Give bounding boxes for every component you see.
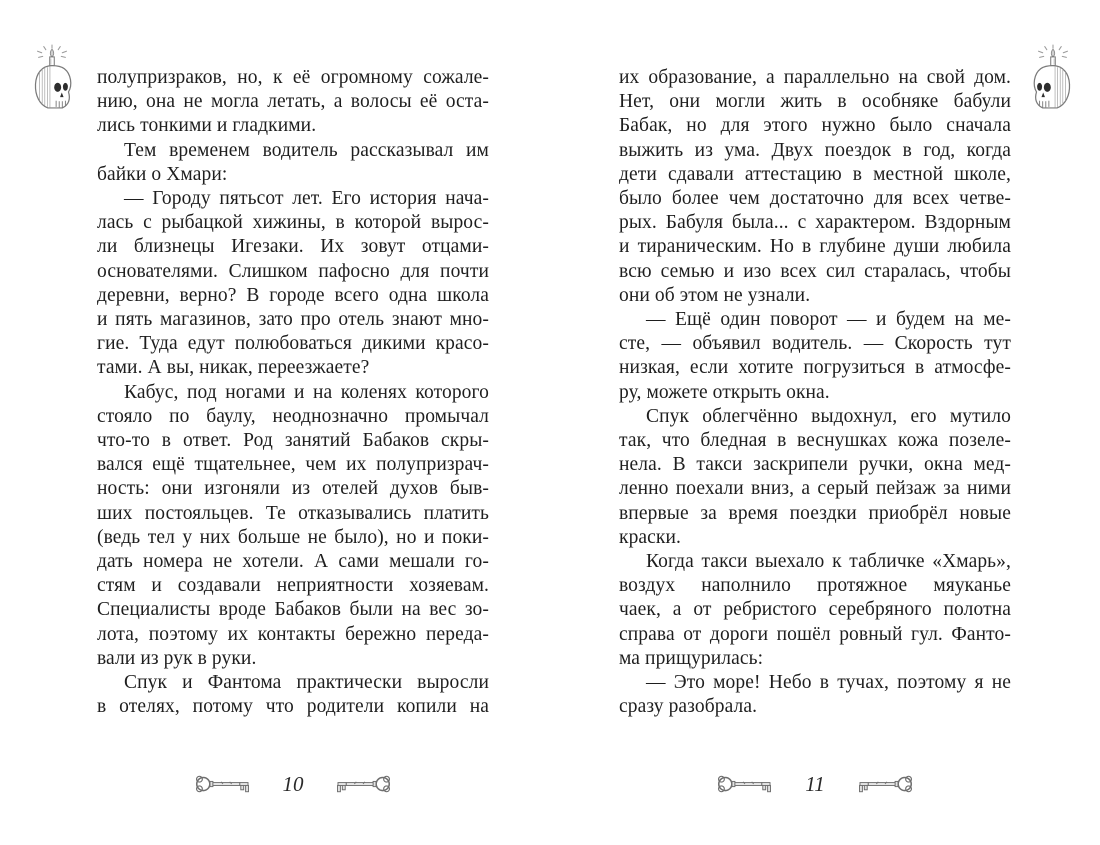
- text-line: Нет, они могли жить в особняке бабули: [619, 91, 1011, 113]
- text-line: (ведь тел у них больше не было), но и поки-: [97, 526, 489, 548]
- right-page-text: [619, 66, 1011, 719]
- text-line: Тем временем водитель рассказывал им: [124, 139, 489, 161]
- text-line: ли близнецы Игезаки. Их зовут отцами-: [97, 236, 489, 258]
- right-page: [619, 66, 1011, 796]
- text-line: Бабак, но для этого нужно было сначала: [619, 115, 1011, 137]
- text-line: чаек, а от ребристого серебряного полотна: [619, 599, 1011, 621]
- text-line: тами. А вы, никак, переезжаете?: [97, 357, 370, 379]
- text-line: ленно поехали вниз, а серый пейзаж за ними: [619, 478, 1011, 500]
- text-line: основателями. Слишком пафосно для почти: [97, 260, 489, 282]
- text-line: нела. В такси заскрипели ручки, окна мед-: [619, 454, 1011, 476]
- text-line: дети сдавали аттестацию в местной школе,: [619, 163, 1011, 185]
- left-page: [97, 66, 489, 796]
- text-line: сразу разобрала.: [619, 696, 758, 718]
- text-line: так, что бледная в веснушках кожа позеле-: [619, 430, 1011, 452]
- text-line: Спук облегчённо выдохнул, его мутило: [646, 405, 1011, 427]
- text-line: стояло по баулу, неоднозначно промычал: [97, 405, 489, 427]
- text-line: они об этом не узнали.: [619, 284, 811, 306]
- text-line: было более чем достаточно для всех четве-: [619, 188, 1011, 210]
- text-line: ма прищурилась:: [619, 647, 764, 669]
- key-icon: [856, 772, 914, 797]
- text-line: и тираническим. Но в глубине души любила: [619, 236, 1011, 258]
- text-line: Кабус, под ногами и на коленях которого: [124, 381, 489, 403]
- page-number: 10: [282, 772, 304, 796]
- text-line: что-то в ответ. Род занятий Бабаков скры-: [97, 430, 489, 452]
- text-line: краски.: [619, 526, 682, 548]
- key-icon: [334, 772, 392, 797]
- text-line: лота, поэтому их контакты бережно переда-: [97, 623, 489, 645]
- text-line: ру, можете открыть окна.: [619, 381, 830, 403]
- key-icon: [194, 772, 252, 797]
- text-line: полупризраков, но, к её огромному сожале-: [97, 67, 489, 88]
- text-line: нию, она не могла летать, а волосы её оста-: [97, 91, 489, 113]
- text-line: воздух наполнило протяжное мяуканье: [619, 575, 1011, 597]
- text-line: Специалисты вроде Бабаков были на вес зо-: [97, 599, 489, 621]
- text-line: лась с рыбацкой хижины, в которой вырос-: [97, 212, 489, 234]
- text-line: деревни, верно? В городе всего одна школа: [97, 284, 489, 306]
- text-line: — Городу пятьсот лет. Его история нача-: [124, 188, 489, 210]
- skull-candle-icon: [1030, 44, 1076, 110]
- text-line: гие. Туда едут полюбоваться дикими красо-: [97, 333, 489, 355]
- text-line: байки о Хмари:: [97, 163, 228, 185]
- page-number: 11: [805, 772, 825, 796]
- text-line: в отелях, потому что родители копили на: [97, 696, 489, 718]
- text-line: ность: они изгоняли из отелей духов быв-: [97, 478, 489, 500]
- text-line: вался ещё тщательнее, чем их полупризрач-: [97, 454, 489, 476]
- text-line: ших постояльцев. Те отказывались платить: [97, 502, 489, 524]
- text-line: — Ещё один поворот — и будем на ме-: [646, 309, 1011, 331]
- text-line: справа от дороги пошёл ровный гул. Фанто-: [619, 623, 1011, 645]
- text-line: вали из рук в руки.: [97, 647, 257, 669]
- left-page-text: [97, 66, 489, 719]
- key-icon: [716, 772, 774, 797]
- text-line: дать номера не хотели. А сами мешали го-: [97, 551, 489, 573]
- text-line: и пять магазинов, зато про отель знают мно-: [97, 309, 489, 331]
- text-line: — Это море! Небо в тучах, поэтому я не: [646, 672, 1011, 694]
- text-line: лись тонкими и гладкими.: [97, 115, 317, 137]
- text-line: низкая, если хотите погрузиться в атмосфе-: [619, 357, 1011, 379]
- text-line: их образование, а параллельно на свой дом.: [619, 67, 1011, 88]
- left-page-footer: [97, 772, 489, 797]
- text-line: выжить из ума. Двух поездок в год, когда: [619, 139, 1011, 161]
- text-line: Спук и Фантома практически выросли: [124, 672, 489, 694]
- skull-candle-icon: [29, 44, 75, 110]
- text-line: впервые за время поездки приобрёл новые: [619, 502, 1011, 524]
- text-line: Когда такси выехало к табличке «Хмарь»,: [646, 551, 1011, 573]
- text-line: всю семью и изо всех сил старалась, чтобы: [619, 260, 1011, 282]
- text-line: сте, — объявил водитель. — Скорость тут: [619, 333, 1011, 355]
- text-line: рых. Бабуля была... с характером. Вздорным: [619, 212, 1011, 234]
- text-line: стям и создавали неприятности хозяевам.: [97, 575, 489, 597]
- right-page-footer: [619, 772, 1011, 797]
